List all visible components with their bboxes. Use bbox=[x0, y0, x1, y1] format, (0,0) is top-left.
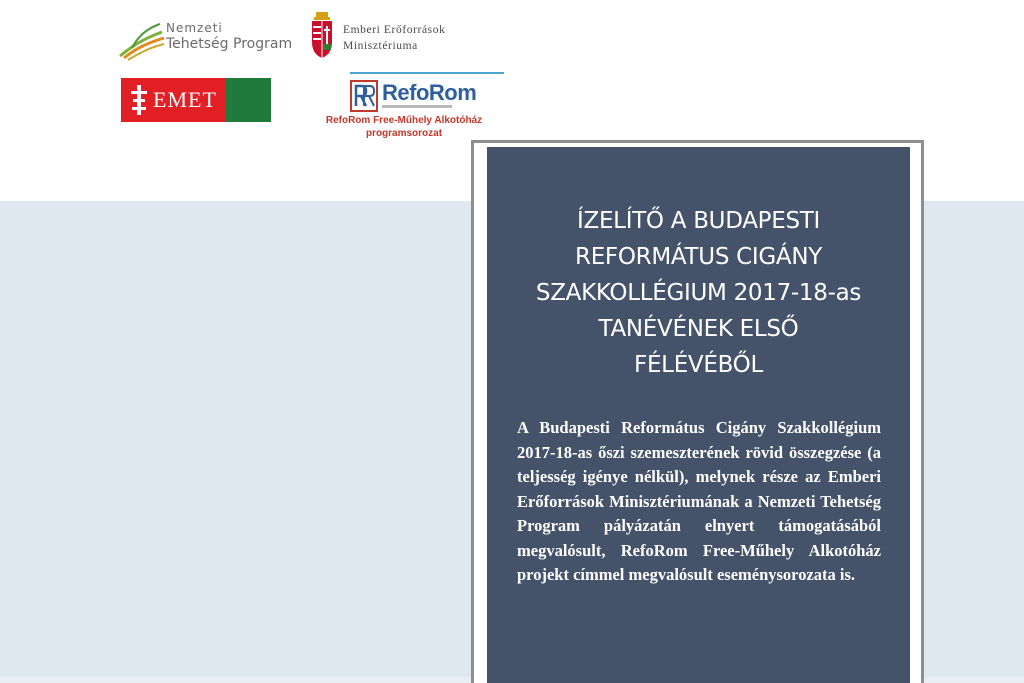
ntp-logo bbox=[118, 18, 303, 62]
emet-green-block bbox=[225, 78, 271, 122]
reforom-subtitle-line2: programsorozat bbox=[365, 128, 443, 139]
emmi-logo bbox=[306, 12, 506, 62]
ntp-text bbox=[166, 20, 292, 52]
reforom-emblem-icon bbox=[350, 80, 378, 112]
ntp-line1: Nemzeti bbox=[166, 21, 223, 35]
title-card bbox=[487, 147, 910, 683]
emmi-line1: Emberi Erőforrások bbox=[343, 24, 446, 36]
emmi-text bbox=[343, 22, 445, 54]
emmi-line2: Minisztériuma bbox=[343, 40, 418, 52]
coat-of-arms-icon bbox=[308, 12, 336, 58]
card-body: A Budapesti Református Cigány Szakkollégium 2017-18-as őszi szemeszterének rövid összegzése (a teljesség igénye nélkül), melynek része az Emberi Erőforrások Minisztériumának a Nemzeti Tehetség Program pályázatán elnyert támogatásából megvalósult, RefoRom Free-Műhely Alkotóház projekt címmel megvalósult eseménysorozata is. bbox=[517, 418, 881, 584]
ntp-swoosh-icon bbox=[118, 18, 166, 62]
ntp-line2: Tehetség Program bbox=[166, 36, 293, 52]
reforom-divider bbox=[350, 72, 504, 74]
reforom-name: RefoRom bbox=[382, 80, 477, 105]
emet-text: EMET bbox=[153, 87, 217, 112]
emet-logo bbox=[121, 78, 271, 122]
card-title: ÍZELÍTŐ A BUDAPESTI REFORMÁTUS CIGÁNY SZAKKOLLÉGIUM 2017-18-as TANÉVÉNEK ELSŐ FÉLÉVÉBŐL bbox=[535, 208, 862, 378]
reforom-subtitle-line1: RefoRom Free-Műhely Alkotóház bbox=[325, 115, 483, 126]
reforom-tagline-bar bbox=[382, 105, 452, 108]
reforom-logo bbox=[304, 72, 504, 142]
emet-emblem-icon bbox=[129, 85, 149, 115]
